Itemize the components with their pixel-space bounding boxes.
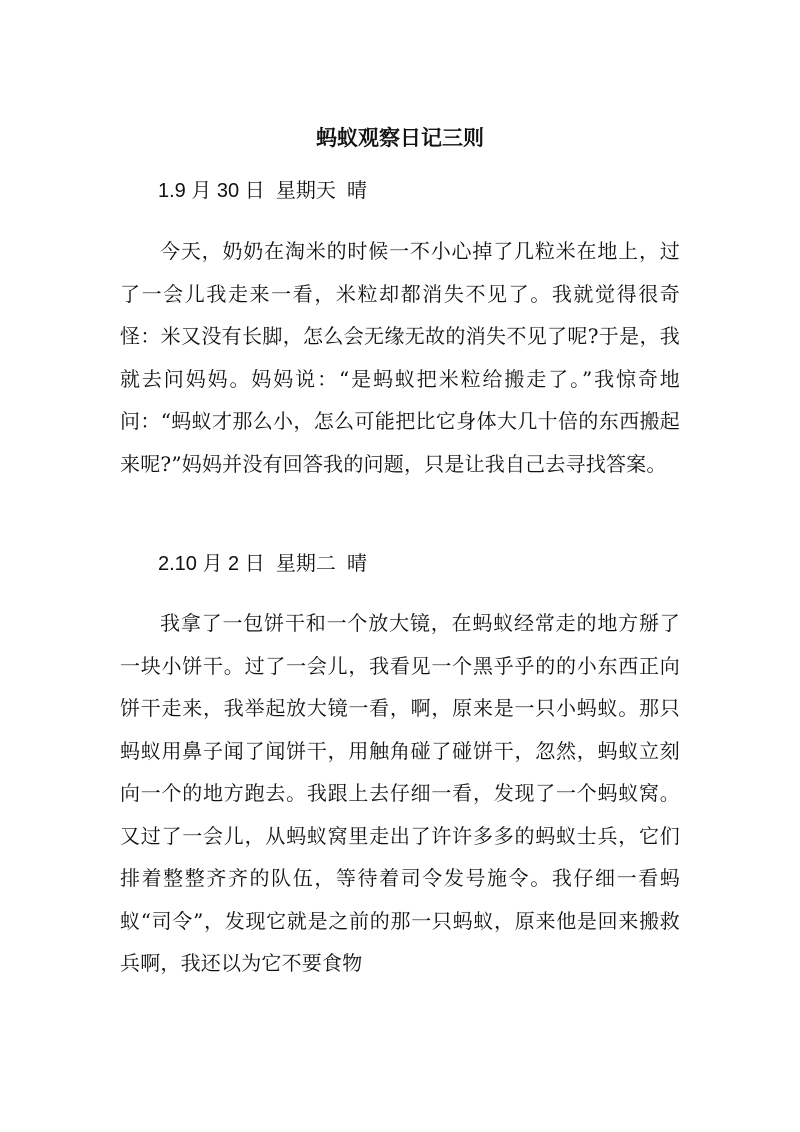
entry-heading-2: 2.10 月 2 日 星期二 晴 (158, 553, 367, 575)
entry-heading-1: 1.9 月 30 日 星期天 晴 (158, 180, 367, 202)
entry-body-2: 我拿了一包饼干和一个放大镜，在蚂蚁经常走的地方掰了一块小饼干。过了一会儿，我看见一个黑乎乎的的小东西正向饼干走来，我举起放大镜一看，啊，原来是一只小蚂蚁。那只蚂蚁用鼻子闻了闻饼干，用触角碰了碰饼干，忽然，蚂蚁立刻向一个的地方跑去。我跟上去仔细一看，发现了一个蚂蚁窝。又过了一会儿，从蚂蚁窝里走出了许许多多的蚂蚁士兵，它们排着整整齐齐的队伍，等待着司令发号施令。我仔细一看蚂蚁“司令”，发现它就是之前的那一只蚂蚁，原来他是回来搬救兵啊，我还以为它不要食物 (120, 611, 680, 975)
document-title: 蚂蚁观察日记三则 (316, 126, 484, 150)
entry-body-1: 今天，奶奶在淘米的时候一不小心掉了几粒米在地上，过了一会儿我走来一看，米粒却都消失不见了。我就觉得很奇怪：米又没有长脚，怎么会无缘无故的消失不见了呢?于是，我就去问妈妈。妈妈说：“是蚂蚁把米粒给搬走了。”我惊奇地问：“蚂蚁才那么小，怎么可能把比它身体大几十倍的东西搬起来呢?”妈妈并没有回答我的问题，只是让我自己去寻找答案。 (120, 239, 680, 476)
